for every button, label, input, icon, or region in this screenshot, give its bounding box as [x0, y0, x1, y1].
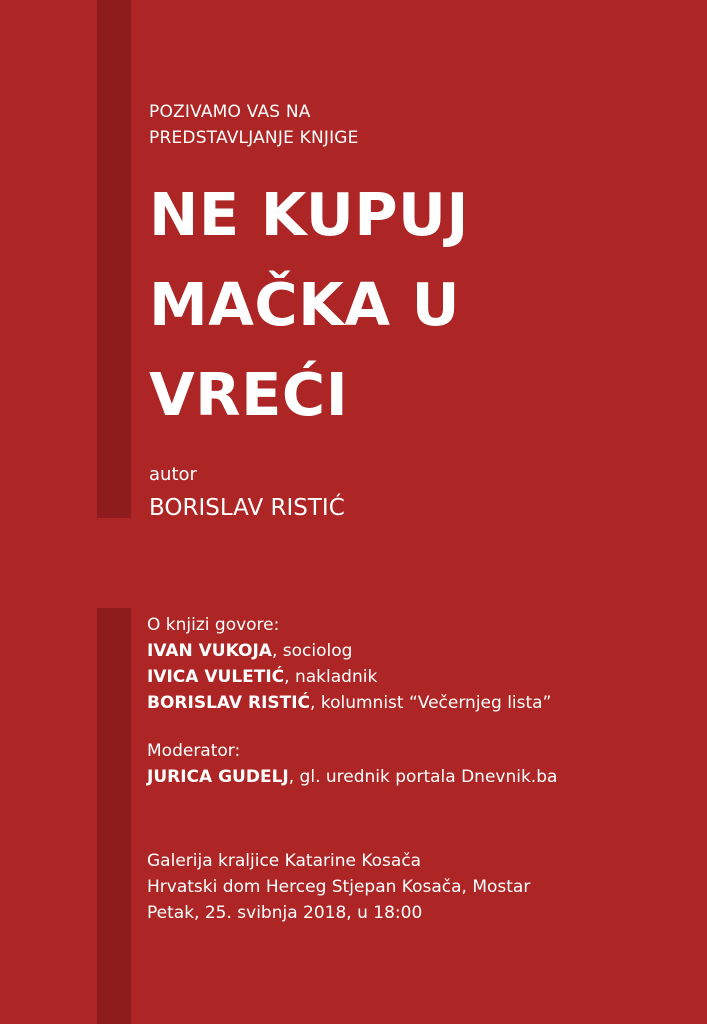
intro-line-2: PREDSTAVLJANJE KNJIGE: [149, 128, 359, 148]
title-line-2: MAČKA U: [149, 270, 461, 339]
event-datetime: Petak, 25. svibnja 2018, u 18:00: [147, 903, 423, 923]
spacer: [147, 716, 557, 738]
author-label: autor: [149, 464, 197, 485]
venue-gallery: Galerija kraljice Katarine Kosača: [147, 851, 422, 871]
book-title: [149, 170, 469, 440]
invitation-intro: [149, 99, 359, 151]
speaker-name: IVICA VULETIĆ: [147, 667, 285, 687]
moderator-heading: Moderator:: [147, 741, 241, 761]
moderator-role: , gl. urednik portala Dnevnik.ba: [288, 767, 558, 787]
decorative-bar-top: [97, 0, 131, 518]
moderator-name: JURICA GUDELJ: [147, 767, 289, 787]
title-line-3: VREĆI: [149, 360, 349, 429]
speaker-role: , nakladnik: [284, 667, 378, 687]
speaker-row: [147, 638, 557, 664]
speaker-name: IVAN VUKOJA: [147, 641, 272, 661]
speaker-role: , sociolog: [271, 641, 353, 661]
intro-line-1: POZIVAMO VAS NA: [149, 102, 311, 122]
speaker-row: [147, 664, 557, 690]
speaker-row: [147, 690, 557, 716]
speaker-name: BORISLAV RISTIĆ: [147, 693, 311, 713]
author-name: BORISLAV RISTIĆ: [149, 495, 345, 521]
event-details: [147, 848, 530, 926]
moderator-row: [147, 764, 557, 790]
decorative-bar-bottom: [97, 608, 131, 1024]
speakers-heading: O knjizi govore:: [147, 615, 280, 635]
venue-location: Hrvatski dom Herceg Stjepan Kosača, Mostar: [147, 877, 531, 897]
speakers-section: [147, 612, 557, 790]
speaker-role: , kolumnist “Večernjeg lista”: [310, 693, 552, 713]
title-line-1: NE KUPUJ: [149, 180, 469, 249]
